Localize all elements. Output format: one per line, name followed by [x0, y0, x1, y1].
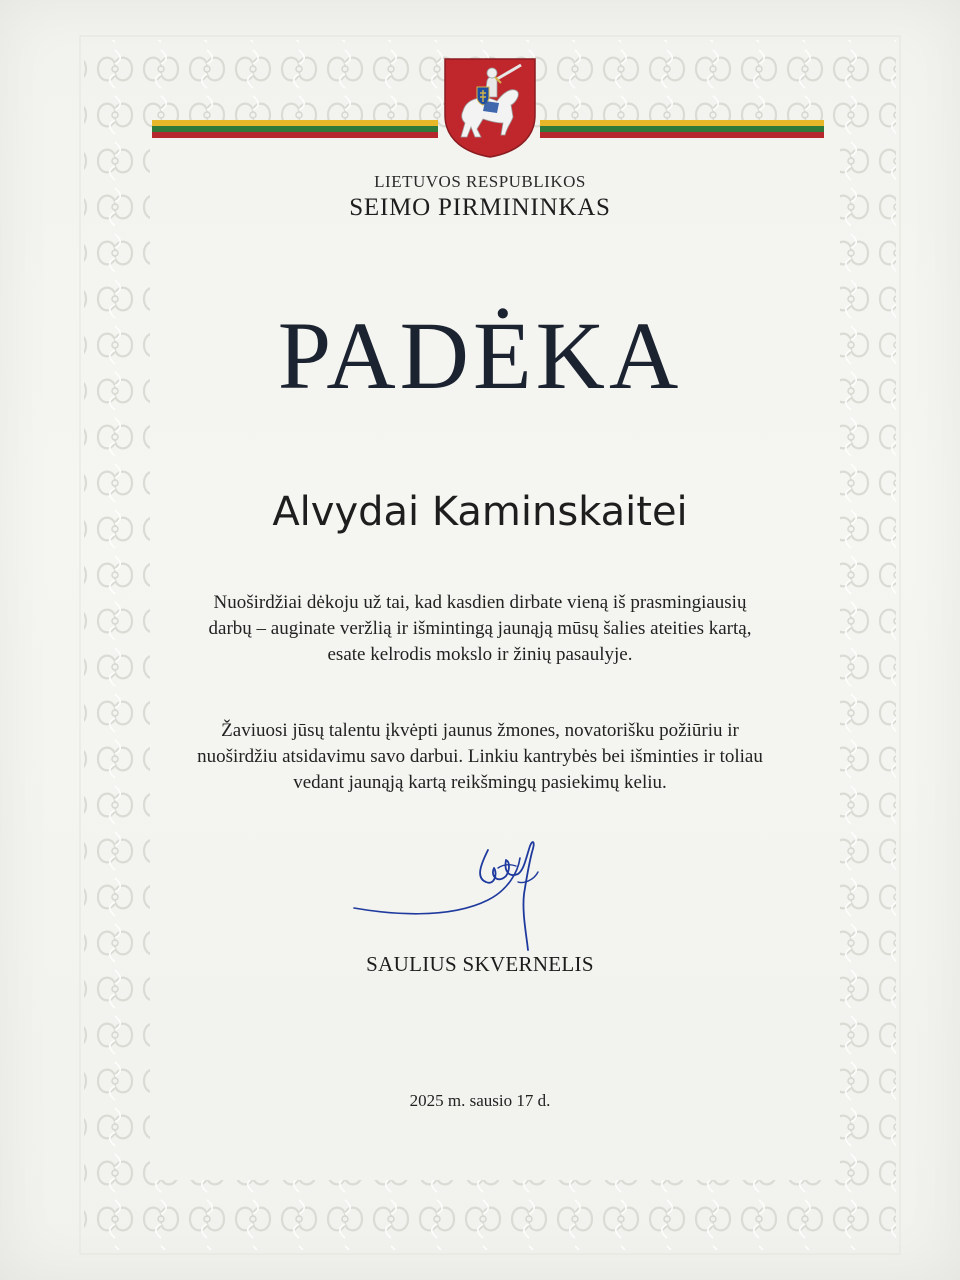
certificate-title: PADĖKA	[277, 302, 683, 409]
signer-name: SAULIUS SKVERNELIS	[366, 952, 594, 976]
flag-stripe-right	[540, 120, 824, 138]
body-paragraph-1: Nuoširdžiai dėkoju už tai, kad kasdien dirbate vieną iš prasmingiausių darbų – auginate veržlią ir išmintingą jaunąją mūsų šalies ateities kartą, esate kelrodis mokslo ir žinių pasaulyje.	[208, 592, 752, 665]
vytis-coat-of-arms-icon	[441, 57, 539, 159]
office-line-1: LIETUVOS RESPUBLIKOS	[374, 172, 586, 191]
issue-date: 2025 m. sausio 17 d.	[409, 1091, 551, 1110]
recipient-name: Alvydai Kaminskaitei	[272, 489, 688, 535]
office-line-2: SEIMO PIRMININKAS	[349, 194, 611, 221]
handwritten-signature-icon	[348, 822, 558, 952]
body-paragraph-2: Žaviuosi jūsų talentu įkvėpti jaunus žmones, novatorišku požiūriu ir nuoširdžiu atsidavimu savo darbui. Linkiu kantrybės bei išminties ir toliau vedant jaunąją kartą reikšmingų pasiekimų keliu.	[197, 720, 763, 793]
flag-stripe-left	[152, 120, 438, 138]
